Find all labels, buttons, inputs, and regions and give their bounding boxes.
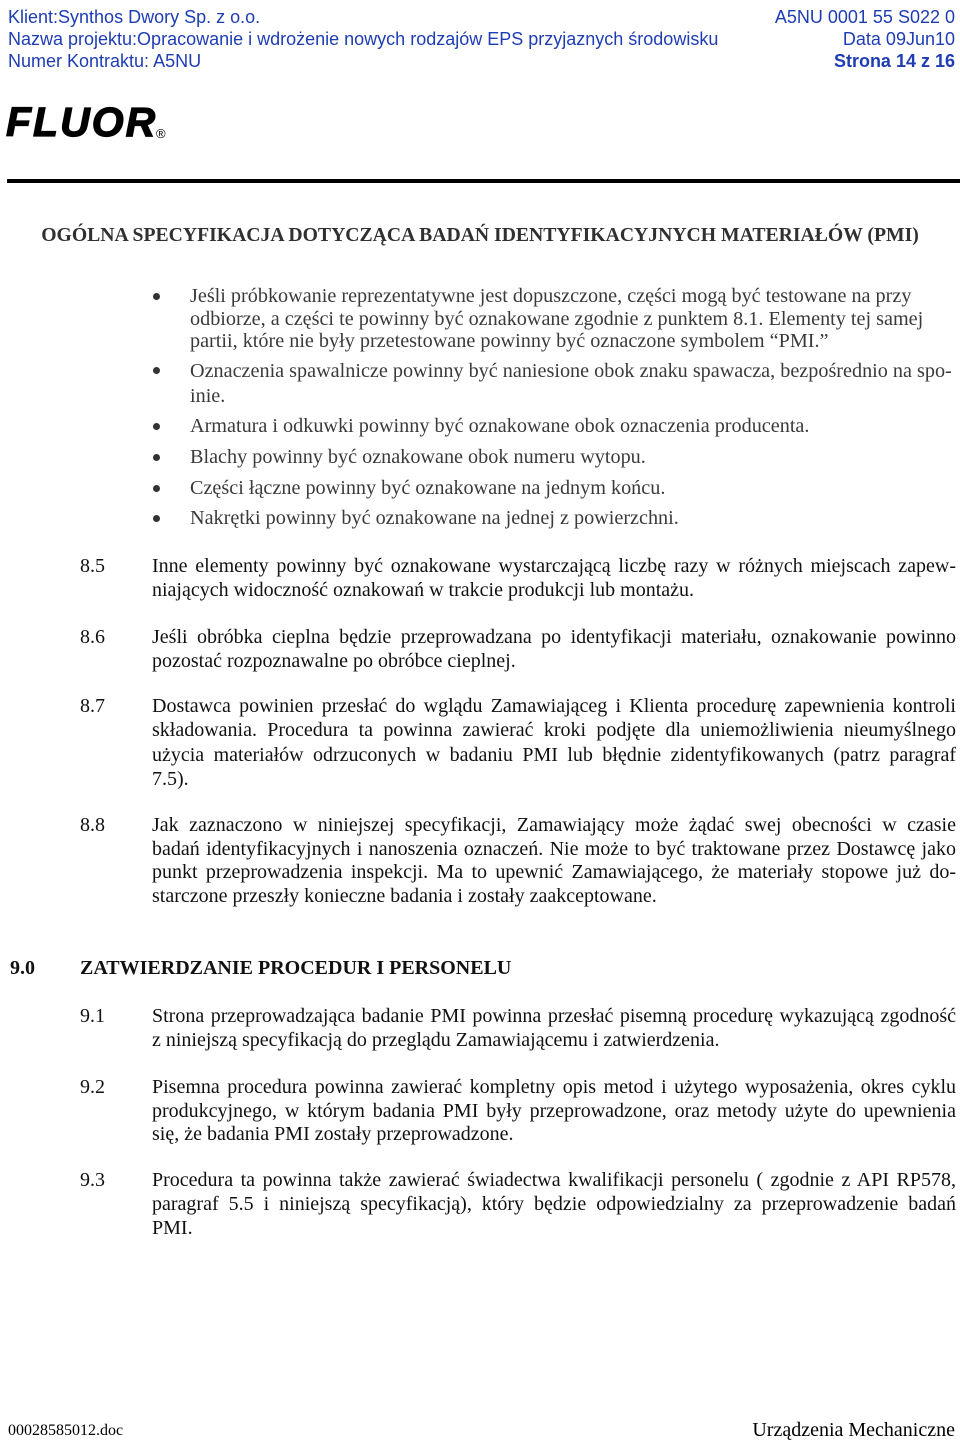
text-line: Pisemna procedura powinna zawierać kompletny opis metod i użytego wyposażenia, okres cyklu <box>152 1076 956 1098</box>
text-line: Dostawca powinien przesłać do wglądu Zamawiająceg i Klienta procedurę zapewnienia kontroli <box>152 695 956 717</box>
section-number: 8.8 <box>80 814 105 836</box>
registered-mark-icon: ® <box>156 126 166 141</box>
bullet-icon <box>153 485 160 492</box>
text-line: Nakrętki powinny być oznakowane na jednej z powierzchni. <box>190 507 679 529</box>
text-line: się, że badania PMI zostały przeprowadzone. <box>152 1123 514 1145</box>
bullet-icon <box>153 367 160 374</box>
text-line: produkcyjnego, w którym badania PMI były przeprowadzone, oraz metody użyte do upewnienia <box>152 1099 956 1122</box>
client-name: Klient:Synthos Dwory Sp. z o.o. <box>8 7 261 27</box>
text-line: partii, które nie były przetestowane powinny być oznaczone symbolem “PMI.” <box>190 330 829 352</box>
text-line: Strona przeprowadzająca badanie PMI powinna przesłać pisemną procedurę wykazującą zgodność <box>152 1005 956 1027</box>
text-line: użycia materiałów odrzuconych w badaniu PMI lub błędnie zidentyfikowanych (patrz paragraf <box>152 743 956 766</box>
section-9-3-text <box>152 1168 956 1240</box>
section-8-6-text <box>152 625 956 673</box>
bullet-icon <box>153 423 160 430</box>
text-line: Oznaczenia spawalnicze powinny być naniesione obok znaku spawacza, bezpośrednio na spo- <box>190 360 952 382</box>
bullet-item <box>190 446 646 469</box>
header-rule <box>7 179 960 183</box>
text-line: Procedura ta powinna także zawierać świadectwa kwalifikacji personelu ( zgodnie z API RP578, <box>152 1169 956 1191</box>
text-line: starczone przeszły konieczne badania i zostały zaakceptowane. <box>152 885 657 908</box>
section-8-8-text <box>152 814 956 909</box>
text-line: 7.5). <box>152 767 189 790</box>
document-number: A5NU 0001 55 S022 0 <box>774 7 955 27</box>
bullet-icon <box>153 293 160 300</box>
bullet-item <box>190 285 923 353</box>
chapter-number: 9.0 <box>10 957 35 979</box>
section-number: 9.3 <box>80 1169 105 1191</box>
section-8-7-text <box>152 694 956 791</box>
text-line: Armatura i odkuwki powinny być oznakowane obok oznaczenia producenta. <box>190 415 810 437</box>
text-line: Jeśli obróbka cieplna będzie przeprowadzana po identyfikacji materiału, oznakowanie powinno <box>152 626 956 648</box>
document-header-left <box>8 6 718 72</box>
contract-number: Numer Kontraktu: A5NU <box>8 51 202 71</box>
text-line: składowania. Procedura ta powinna zawierać kroki podjęte dla uniemożliwienia nieumyślnego <box>152 719 956 742</box>
text-line: pozostać rozpoznawalne po obróbce cieplnej. <box>152 650 516 672</box>
footer-file-name: 00028585012.doc <box>8 1422 124 1439</box>
text-line: Części łączne powinny być oznakowane na jednym końcu. <box>190 477 666 499</box>
fluor-logo: FLUOR <box>6 99 158 145</box>
section-number: 9.2 <box>80 1076 105 1098</box>
section-number: 8.6 <box>80 626 105 648</box>
text-line: Inne elementy powinny być oznakowane wystarczającą liczbę razy w różnych miejscach zapew- <box>152 555 956 577</box>
text-line: odbiorze, a części te powinny być oznakowane zgodnie z punktem 8.1. Elementy tej samej <box>190 307 924 330</box>
section-8-5-text <box>152 554 956 602</box>
document-date: Data 09Jun10 <box>842 29 955 49</box>
bullet-icon <box>153 454 160 461</box>
footer-department: Urządzenia Mechaniczne <box>752 1419 955 1441</box>
bullet-item <box>190 507 679 530</box>
text-line: inie. <box>190 384 226 407</box>
page-number: Strona 14 z 16 <box>833 51 955 71</box>
section-number: 9.1 <box>80 1005 105 1027</box>
bullet-item <box>190 359 952 408</box>
document-title: OGÓLNA SPECYFIKACJA DOTYCZĄCA BADAŃ IDENTYFIKACYJNYCH MATERIAŁÓW (PMI) <box>41 224 919 246</box>
bullet-item <box>190 477 665 500</box>
section-number: 8.7 <box>80 695 105 717</box>
text-line: badań identyfikacyjnych i nanoszenia oznaczeń. Nie może to być traktowane przez Dostawcę jako <box>152 837 956 860</box>
text-line: Jeśli próbkowanie reprezentatywne jest dopuszczone, części mogą być testowane na przy <box>190 285 912 307</box>
project-name: Nazwa projektu:Opracowanie i wdrożenie nowych rodzajów EPS przyjaznych środowisku <box>8 29 719 49</box>
text-line: Jak zaznaczono w niniejszej specyfikacji, Zamawiający może żądać swej obecności w czasie <box>152 814 956 836</box>
text-line: PMI. <box>152 1217 193 1239</box>
document-header-right <box>775 6 955 72</box>
section-9-1-text <box>152 1004 956 1052</box>
text-line: z niniejszą specyfikacją do przeglądu Zamawiającemu i zatwierdzenia. <box>152 1029 720 1051</box>
bullet-icon <box>153 515 160 522</box>
section-9-2-text <box>152 1076 956 1147</box>
text-line: punkt przeprowadzenia inspekcji. Ma to upewnić Zamawiającego, że materiały stopowe już do- <box>152 861 956 884</box>
text-line: Blachy powinny być oznakowane obok numeru wytopu. <box>190 446 646 468</box>
chapter-heading: ZATWIERDZANIE PROCEDUR I PERSONELU <box>80 957 512 979</box>
bullet-item <box>190 415 809 438</box>
section-number: 8.5 <box>80 555 105 577</box>
text-line: niających widoczność oznakowań w trakcie produkcji lub montażu. <box>152 579 695 601</box>
text-line: paragraf 5.5 i niniejszą specyfikacją), który będzie odpowiedzialny za przeprowadzenie badań <box>152 1193 956 1215</box>
